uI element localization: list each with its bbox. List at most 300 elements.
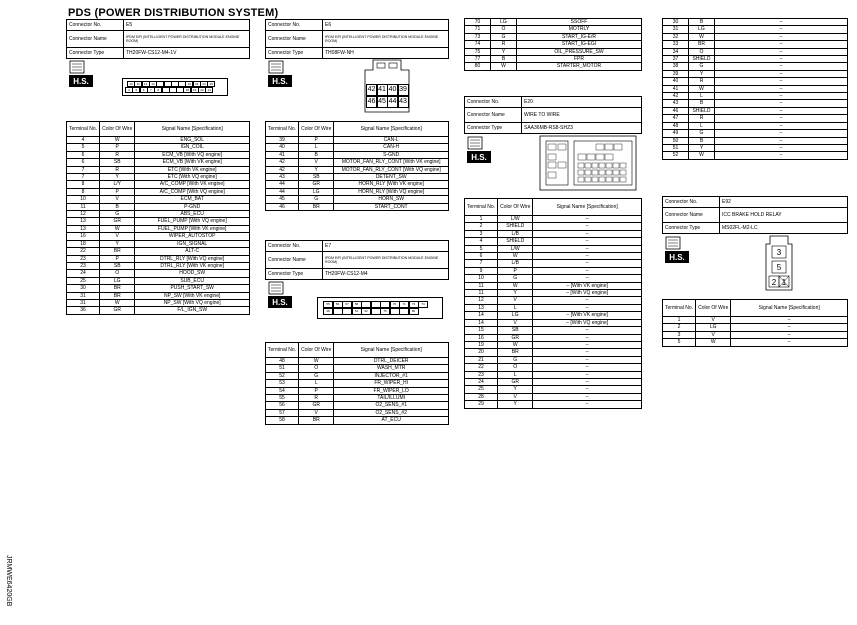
terminal-cell: 25 [67,277,100,284]
e20-terminal-table-continued [662,18,848,160]
table-row [465,386,642,393]
signal-name-cell: DTRL_DEICER [334,358,449,365]
wire-color-cell: G [299,372,334,379]
signal-name-cell: START_CONT [334,203,449,210]
e20-connector-face [538,134,638,192]
signal-name-cell: PUSH_START_SW [135,285,250,292]
signal-name-cell: O2_SENS_#2 [334,409,449,416]
table-row [465,282,642,289]
table-row [465,341,642,348]
pin-cell: 51 [352,308,362,315]
table-row [663,144,848,151]
wire-color-cell: Y [299,166,334,173]
table-row [67,196,250,203]
signal-name-cell: A/C_COMP [With VQ engine] [135,188,250,195]
terminal-cell: 7 [465,260,498,267]
table-row [465,238,642,245]
terminal-cell: 46 [266,203,299,210]
terminal-cell: 7 [67,174,100,181]
table-row [465,223,642,230]
terminal-cell: 24 [67,270,100,277]
e7-connector-info: Connector No. E7 Connector Name IPDM E/R (INTELLIGENT POWER DISTRIBUTION MODULE ENGINE ROOM) Connector Type TH20FW-CS12-M4 [265,240,449,280]
terminal-cell: 2 [465,223,498,230]
table-row [663,93,848,100]
terminal-cell: 10 [67,196,100,203]
terminal-cell: 44 [266,188,299,195]
hs-icon [664,235,692,265]
signal-name-cell: – [533,334,642,341]
hs-icon [267,59,295,89]
wire-color-cell: W [498,253,533,260]
signal-name-cell: – [715,152,848,159]
table-row [663,152,848,159]
wire-color-cell: G [299,196,334,203]
e92-pin-3: 3 [776,248,782,257]
wire-color-cell: Y [100,174,135,181]
table-row [67,292,250,299]
e92-connector-type: MS02FL-M2-LC [720,223,848,234]
terminal-cell: 43 [663,100,689,107]
signal-name-cell: – [731,331,848,338]
signal-name-cell: – [715,26,848,33]
signal-name-cell: – [533,378,642,385]
signal-name-cell: – [533,260,642,267]
terminal-cell: 54 [266,387,299,394]
svg-text:H.S.: H.S. [471,153,487,162]
terminal-cell: 42 [663,93,689,100]
wire-color-cell: V [299,159,334,166]
e92-connector-face [762,234,796,292]
pin-cell: 70 [390,301,400,308]
pin-cell: 46 [366,96,377,108]
wire-color-cell: LG [100,277,135,284]
signal-name-cell: A/C_COMP [With VK engine] [135,181,250,188]
signal-name-cell: CAN-H [334,144,449,151]
pin-cell: 24 [200,81,208,87]
pin-cell: 58 [352,301,362,308]
wire-color-cell: R [100,151,135,158]
wire-color-cell: O [689,48,715,55]
pin-cell: 6 [140,87,148,93]
signal-name-cell: – [With VK engine] [533,312,642,319]
pin-cell: 55 [323,301,333,308]
table-row [465,267,642,274]
terminal-cell: 13 [67,218,100,225]
wire-color-cell: LG [491,19,517,26]
table-row [266,402,449,409]
signal-name-cell: DTRL_RLY [With VK engine] [135,262,250,269]
e6-pin-layout [365,84,409,108]
e5-pin-layout [125,81,225,93]
table-row [465,378,642,385]
wire-color-cell: B [299,151,334,158]
wire-color-cell: B [689,137,715,144]
signal-name-cell: ETC [With VK engine] [135,166,250,173]
wire-color-cell: V [498,297,533,304]
terminal-cell: 11 [465,282,498,289]
terminal-cell: 40 [266,144,299,151]
wire-color-cell: LG [689,26,715,33]
table-row [266,203,449,210]
signal-name-cell: ECM_VB [With VQ engine] [135,151,250,158]
signal-name-cell: START_IG-E/R [517,33,642,40]
wire-color-cell: BR [100,285,135,292]
side-code: JRMWE6420GB [5,555,12,607]
terminal-cell: 18 [67,240,100,247]
pin-cell: 8 [154,87,162,93]
table-row [465,48,642,55]
table-row [663,78,848,85]
signal-name-cell: – [533,297,642,304]
signal-name-cell: WASH_MTR [334,365,449,372]
wire-color-cell: Y [498,386,533,393]
table-row [465,319,642,326]
terminal-cell: 2 [663,324,696,331]
signal-name-cell: – [715,115,848,122]
signal-name-cell: – [715,85,848,92]
signal-name-cell: – [731,324,848,331]
wire-color-cell: L [689,122,715,129]
e6-diagram [265,56,449,114]
table-row [465,56,642,63]
wire-color-cell: BR [689,41,715,48]
terminal-cell: 6 [67,159,100,166]
pin-cell: 43 [398,96,409,108]
table-row [663,56,848,63]
signal-name-cell: – [715,56,848,63]
terminal-cell: 55 [266,395,299,402]
pin-cell: 5 [132,87,140,93]
table-row [67,248,250,255]
e92-pin-5: 5 [776,263,782,272]
signal-name-cell: ENG_SOL [135,137,250,144]
signal-name-cell: – [715,33,848,40]
table-row [465,349,642,356]
terminal-cell: 33 [663,41,689,48]
wire-color-cell: G [100,211,135,218]
wire-color-cell: BR [299,203,334,210]
table-row [266,188,449,195]
terminal-cell: 40 [663,78,689,85]
wire-color-cell: B [491,56,517,63]
wire-color-cell: LG [498,312,533,319]
terminal-cell: 13 [465,304,498,311]
e6-terminal-table: Terminal No. Color Of Wire Signal Name [Specification] 39 P CAN-L 40 L CAN-H 41 B S-GND 42 V MOTOR_FAN_RLY_CONT [With VK engine] 42 Y MOTOR_FAN_RLY_CONT [With VQ engine] 43 SB DETENT_SW 44 GR HORN_RLY [With VK engine] 44 LG HORN_RLY [With VQ engine] 45 G HORN_SW 46 BR START_CONT [265,121,449,211]
e7-connector-type: TH20FW-CS12-M4 [323,269,449,280]
table-row [266,174,449,181]
signal-name-cell: ALT-C [135,248,250,255]
signal-name-cell: – [715,137,848,144]
table-row [465,19,642,26]
signal-name-cell: – [533,216,642,223]
wire-color-cell: GR [498,378,533,385]
terminal-cell: 3 [663,331,696,338]
terminal-cell: 80 [465,63,491,70]
terminal-cell: 31 [67,292,100,299]
wire-color-cell: W [491,63,517,70]
table-row [67,144,250,151]
table-row [465,216,642,223]
signal-name-cell: HORN_SW [334,196,449,203]
table-row [67,137,250,144]
terminal-cell: 21 [465,356,498,363]
terminal-cell: 47 [663,115,689,122]
wire-color-cell: V [696,317,731,324]
table-row [465,41,642,48]
wire-color-cell: P [299,137,334,144]
wire-color-cell: BR [100,292,135,299]
signal-name-cell: – [715,130,848,137]
table-row [67,285,250,292]
wire-color-cell: W [696,339,731,346]
wire-color-cell: B [100,203,135,210]
wire-color-cell: LG [299,188,334,195]
wire-color-cell: B [689,19,715,26]
signal-name-cell: – [533,238,642,245]
terminal-cell: 39 [266,137,299,144]
terminal-cell: 6 [465,253,498,260]
e92-terminal-table: Terminal No. Color Of Wire Signal Name [Specification] 1 V – 2 LG – 3 V – 5 W – [662,299,848,347]
terminal-cell: 46 [663,107,689,114]
table-row [465,290,642,297]
terminal-cell: 8 [67,181,100,188]
signal-name-cell: – [715,144,848,151]
pin-cell: 25 [207,81,215,87]
table-row [465,364,642,371]
wire-color-cell: GR [100,218,135,225]
table-row [266,181,449,188]
wire-color-cell: R [100,166,135,173]
terminal-cell: 14 [465,319,498,326]
pin-cell: 10 [127,81,135,87]
signal-name-cell: O2_SENS_#1 [334,402,449,409]
signal-name-cell: – [533,245,642,252]
terminal-cell: 10 [465,275,498,282]
terminal-cell: 5 [663,339,696,346]
table-row [266,144,449,151]
terminal-cell: 6 [67,151,100,158]
terminal-cell: 22 [67,248,100,255]
table-row [266,196,449,203]
signal-name-cell: – [With VQ engine] [533,290,642,297]
signal-name-cell: FUEL_PUMP [With VQ engine] [135,218,250,225]
signal-name-cell: – [715,107,848,114]
signal-name-cell: INJECTOR_#1 [334,372,449,379]
table-row [67,159,250,166]
wire-color-cell: L/B [498,230,533,237]
terminal-cell: 23 [67,255,100,262]
wire-color-cell: W [100,137,135,144]
wire-color-cell: L/Y [100,181,135,188]
e6-connector-info: Connector No. E6 Connector Name IPDM E/R (INTELLIGENT POWER DISTRIBUTION MODULE ENGINE ROOM) Connector Type TH08FW-NH [265,19,449,59]
e92-connector-name: ICC BRAKE HOLD RELAY [720,208,848,223]
table-row [663,115,848,122]
terminal-cell: 13 [67,225,100,232]
wire-color-cell: GR [498,334,533,341]
table-row [465,401,642,408]
signal-name-cell: – [533,386,642,393]
signal-name-cell: FUEL_PUMP [With VK engine] [135,225,250,232]
pin-cell: 22 [185,81,193,87]
svg-text:H.S.: H.S. [272,77,288,86]
signal-name-cell: – [533,304,642,311]
signal-name-cell: HOOD_SW [135,270,250,277]
table-row [266,159,449,166]
pin-cell: 19 [191,87,199,93]
terminal-cell: 23 [465,371,498,378]
table-row [663,130,848,137]
e20-connector-name: WIRE TO WIRE [522,108,642,123]
wire-color-cell: V [498,393,533,400]
pin-cell: 7 [147,87,155,93]
terminal-cell: 12 [67,211,100,218]
table-row [266,409,449,416]
pin-cell [371,301,381,308]
signal-name-cell: – [715,19,848,26]
table-row [663,100,848,107]
terminal-cell: 3 [465,230,498,237]
wire-color-cell: SHIELD [689,107,715,114]
wire-color-cell: SB [100,159,135,166]
signal-name-cell: – [533,223,642,230]
hs-icon [68,59,96,89]
pin-cell: 41 [377,84,388,96]
terminal-cell: 19 [465,341,498,348]
terminal-cell: 45 [266,196,299,203]
wire-color-cell: Y [491,48,517,55]
signal-name-cell: – [715,41,848,48]
wire-color-cell: L [299,380,334,387]
terminal-cell: 77 [465,56,491,63]
wire-color-cell: R [491,41,517,48]
wire-color-cell: GR [100,307,135,314]
hs-icon [267,280,295,310]
pin-cell [333,308,343,315]
e20-terminal-table: Terminal No. Color Of Wire Signal Name [Specification] 1 L/W – 2 SHIELD – 3 L/B – 4 SHIELD – 5 L/W – 6 W – 7 L/B – 9 P – 10 G – 11 W – [With VK engine] 11 Y – [With VQ engine] 12 V – 13 L – 14 LG – [With VK engine] 14 V – [With VQ engine] 15 SB – 16 GR – 19 W – 20 BR – 21 G – 22 O – 23 L – 24 GR – 25 Y – 28 V – 29 Y – [464,198,642,409]
table-row [465,63,642,70]
e7-connector-name: IPDM E/R (INTELLIGENT POWER DISTRIBUTION MODULE ENGINE ROOM) [323,252,449,269]
signal-name-cell: NP_SW [With VK engine] [135,292,250,299]
wire-color-cell: R [689,115,715,122]
pin-cell: 45 [377,96,388,108]
terminal-cell: 36 [67,307,100,314]
e5-connector-name: IPDM E/R (INTELLIGENT POWER DISTRIBUTION MODULE ENGINE ROOM) [124,31,250,48]
table-row [67,233,250,240]
e5-connector-info: Connector No. E5 Connector Name IPDM E/R (INTELLIGENT POWER DISTRIBUTION MODULE ENGINE ROOM) Connector Type TH20FW-CS12-M4-1V [66,19,250,59]
terminal-cell: 30 [663,19,689,26]
table-row [266,166,449,173]
signal-name-cell: FR_WIPER_LO [334,387,449,394]
signal-name-cell: – [With VQ engine] [533,319,642,326]
signal-name-cell: SSOFF [517,19,642,26]
svg-text:H.S.: H.S. [73,77,89,86]
terminal-cell: 42 [266,159,299,166]
e92-pin-2: 2 [771,278,777,287]
pin-cell [380,301,390,308]
terminal-cell: 23 [67,262,100,269]
wire-color-cell: SB [100,262,135,269]
table-row [663,19,848,26]
table-row [67,299,250,306]
terminal-cell: 41 [663,85,689,92]
signal-name-cell: IGN_SIGNAL [135,240,250,247]
table-row [465,334,642,341]
table-row [67,166,250,173]
pin-cell: 4 [125,87,133,93]
signal-name-cell: START_IG-EGI [517,41,642,48]
e7-terminal-table: Terminal No. Color Of Wire Signal Name [Specification] 48 W DTRL_DEICER 51 O WASH_MTR 52 G INJECTOR_#1 53 L FR_WIPER_HI 54 P FR_WIPER_LO 55 R TAIL/ILLUMI 56 GR O2_SENS_#1 57 V O2_SENS_#2 58 BR AT_ECU [265,342,449,425]
wire-color-cell: W [689,85,715,92]
e92-connector-no: E92 [720,197,848,208]
wire-color-cell: P [100,255,135,262]
wire-color-cell: L [498,371,533,378]
table-row [67,174,250,181]
wire-color-cell: L [689,93,715,100]
signal-name-cell: – [533,356,642,363]
wire-color-cell: W [498,282,533,289]
terminal-cell: 53 [266,380,299,387]
pin-cell: 12 [142,81,150,87]
wire-color-cell: GR [299,402,334,409]
pin-cell: 56 [333,301,343,308]
signal-name-cell: FPR [517,56,642,63]
table-row [465,253,642,260]
terminal-cell: 11 [465,290,498,297]
e6-connector-no: E6 [323,20,449,31]
signal-name-cell: CAN-L [334,137,449,144]
pin-cell: 74 [418,301,428,308]
wire-color-cell: Y [498,401,533,408]
signal-name-cell: IGN_COIL [135,144,250,151]
table-row [266,372,449,379]
hs-icon [466,135,494,165]
pin-cell [399,308,409,315]
pin-cell: 57 [342,301,352,308]
table-row [67,203,250,210]
terminal-cell: 15 [465,327,498,334]
pin-cell [371,308,381,315]
pin-cell: 42 [366,84,377,96]
e7-diagram [265,277,449,337]
terminal-cell: 48 [663,122,689,129]
wire-color-cell: BR [498,349,533,356]
table-row [663,41,848,48]
signal-name-cell: – [715,48,848,55]
wire-color-cell: W [689,152,715,159]
wire-color-cell: R [689,78,715,85]
terminal-cell: 1 [465,216,498,223]
table-row [67,188,250,195]
pin-cell: 48 [323,308,333,315]
terminal-cell: 73 [465,33,491,40]
terminal-cell: 16 [465,334,498,341]
terminal-cell: 4 [465,238,498,245]
wire-color-cell: O [299,365,334,372]
signal-name-cell: – [731,339,848,346]
signal-name-cell: – [533,327,642,334]
table-row [67,181,250,188]
e92-pin-1: 1 [781,278,787,287]
wire-color-cell: SHIELD [689,56,715,63]
e6-connector-name: IPDM E/R (INTELLIGENT POWER DISTRIBUTION MODULE ENGINE ROOM) [323,31,449,48]
wire-color-cell: SB [299,174,334,181]
wire-color-cell: L [299,144,334,151]
table-row [663,70,848,77]
wire-color-cell: SHIELD [498,223,533,230]
pin-cell: 39 [398,84,409,96]
terminal-cell: 52 [663,152,689,159]
terminal-cell: 11 [67,203,100,210]
